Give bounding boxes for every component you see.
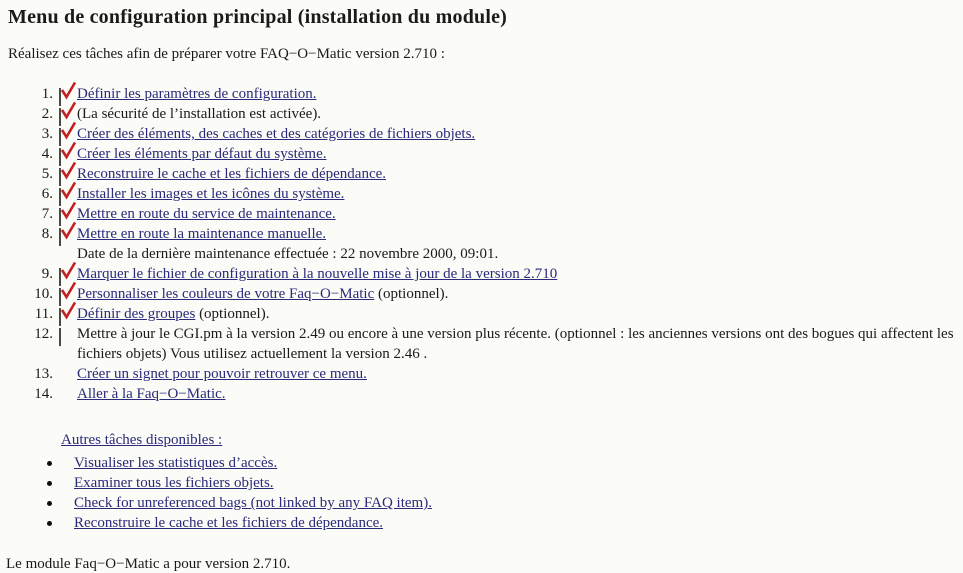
task-text: (La sécurité de l’installation est activée). [77, 106, 322, 122]
task-number: 2. [41, 106, 53, 122]
bullet-icon [47, 501, 52, 506]
task-link[interactable]: Marquer le fichier de configuration à la nouvelle mise à jour de la version 2.710 [77, 266, 558, 282]
maintenance-date-note: Date de la dernière maintenance effectuée : 22 novembre 2000, 09:01. [77, 246, 499, 262]
checked-checkbox-icon [59, 207, 73, 221]
checked-checkbox-icon [59, 267, 73, 281]
task-number: 5. [41, 166, 53, 182]
task-link[interactable]: Créer les éléments par défaut du système. [77, 146, 327, 162]
task-row [6, 224, 957, 264]
task-row [6, 124, 957, 144]
list-item [6, 453, 957, 473]
checked-checkbox-icon [59, 287, 73, 301]
other-tasks-list [6, 453, 957, 533]
task-link[interactable]: Créer un signet pour pouvoir retrouver ce menu. [77, 366, 367, 382]
other-task-link[interactable]: Examiner tous les fichiers objets. [74, 475, 274, 491]
task-list [6, 84, 957, 404]
task-number: 7. [41, 206, 53, 222]
task-number: 8. [41, 226, 53, 242]
task-row [6, 384, 957, 404]
task-row [6, 284, 957, 304]
task-number: 6. [41, 186, 53, 202]
checked-checkbox-icon [59, 227, 73, 241]
bullet-icon [47, 481, 52, 486]
task-row [6, 324, 957, 364]
task-number: 11. [34, 306, 53, 322]
task-row [6, 84, 957, 104]
task-row [6, 264, 957, 284]
checked-checkbox-icon [59, 167, 73, 181]
list-item [6, 473, 957, 493]
task-text: Mettre à jour le CGI.pm à la version 2.49 ou encore à une version plus récente. (optionnel : les anciennes versions ont des bogues qui affectent les fichiers objets) Vous utilisez actuellement la version 2.46 . [77, 326, 954, 362]
task-link[interactable]: Reconstruire le cache et les fichiers de dépendance. [77, 166, 387, 182]
checked-checkbox-icon [59, 87, 73, 101]
bullet-icon [47, 521, 52, 526]
task-link[interactable]: Personnaliser les couleurs de votre Faq−O−Matic [77, 286, 375, 302]
task-link[interactable]: Créer des éléments, des caches et des catégories de fichiers objets. [77, 126, 476, 142]
task-number: 12. [34, 326, 53, 342]
task-link[interactable]: Définir des groupes [77, 306, 196, 322]
task-number: 1. [41, 86, 53, 102]
task-number: 4. [41, 146, 53, 162]
other-task-link[interactable]: Reconstruire le cache et les fichiers de dépendance. [74, 515, 384, 531]
task-row [6, 364, 957, 384]
unchecked-checkbox-icon [59, 327, 73, 341]
task-number: 9. [41, 266, 53, 282]
task-row [6, 164, 957, 184]
other-task-link[interactable]: Visualiser les statistiques d’accès. [74, 455, 278, 471]
page-title: Menu de configuration principal (installation du module) [8, 6, 508, 28]
task-number: 13. [34, 366, 53, 382]
task-number: 14. [34, 386, 53, 402]
checked-checkbox-icon [59, 187, 73, 201]
task-number: 3. [41, 126, 53, 142]
task-row [6, 184, 957, 204]
task-row [6, 104, 957, 124]
checked-checkbox-icon [59, 127, 73, 141]
other-task-link[interactable]: Check for unreferenced bags (not linked by any FAQ item). [74, 495, 432, 511]
bullet-icon [47, 461, 52, 466]
module-version-text: Le module Faq−O−Matic a pour version 2.710. [6, 556, 291, 572]
checked-checkbox-icon [59, 147, 73, 161]
list-item [6, 493, 957, 513]
task-suffix: (optionnel). [195, 306, 270, 322]
list-item [6, 513, 957, 533]
task-row [6, 304, 957, 324]
checked-checkbox-icon [59, 107, 73, 121]
task-link[interactable]: Définir les paramètres de configuration. [77, 86, 317, 102]
intro-text: Réalisez ces tâches afin de préparer votre FAQ−O−Matic version 2.710 : [8, 46, 445, 62]
task-row [6, 204, 957, 224]
task-link[interactable]: Mettre en route la maintenance manuelle. [77, 226, 327, 242]
other-tasks-heading-link[interactable]: Autres tâches disponibles : [61, 432, 223, 448]
task-number: 10. [34, 286, 53, 302]
task-link[interactable]: Mettre en route du service de maintenance. [77, 206, 336, 222]
task-link[interactable]: Installer les images et les icônes du système. [77, 186, 345, 202]
task-suffix: (optionnel). [374, 286, 449, 302]
checked-checkbox-icon [59, 307, 73, 321]
task-link[interactable]: Aller à la Faq−O−Matic. [77, 386, 226, 402]
task-row [6, 144, 957, 164]
